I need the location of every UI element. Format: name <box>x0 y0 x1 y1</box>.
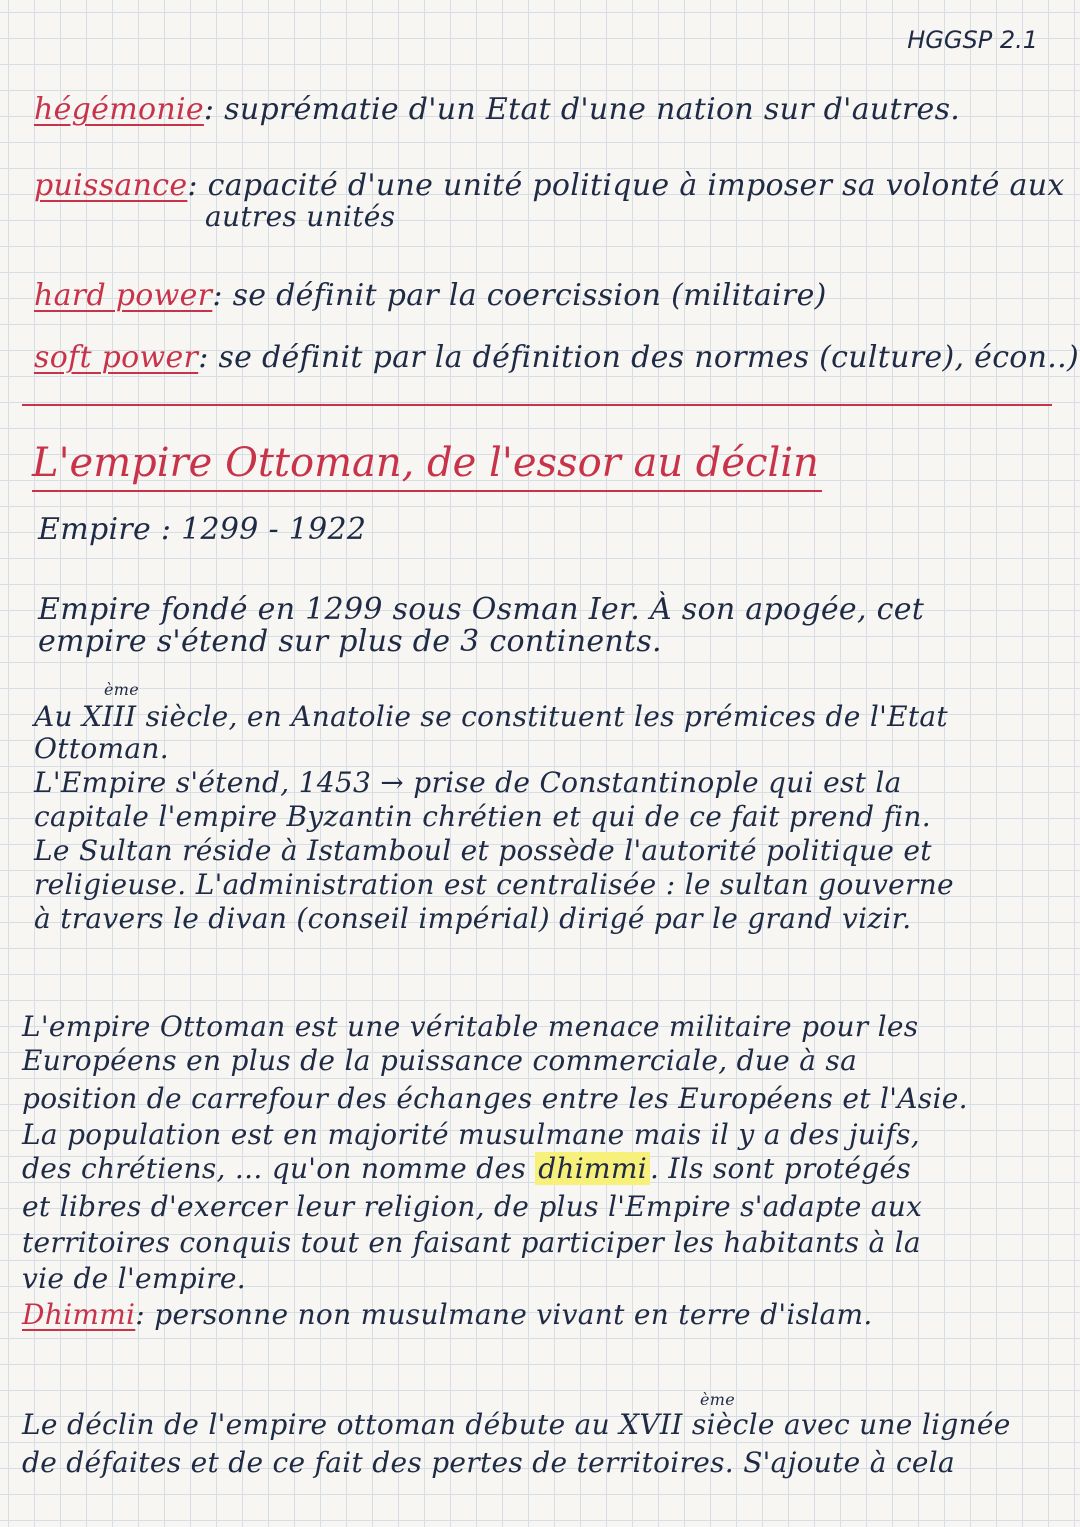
paragraph-line: à travers le divan (conseil impérial) dirigé par le grand vizir. <box>34 902 912 935</box>
highlighted-term: dhimmi <box>535 1152 650 1185</box>
paragraph-line: L'Empire s'étend, 1453 → prise de Constantinople qui est la <box>34 766 902 799</box>
definition-term: puissance <box>34 168 188 203</box>
paragraph-line: Le Sultan réside à Istamboul et possède l'autorité politique et <box>34 834 932 867</box>
definition-puissance <box>34 168 1065 203</box>
paragraph-line-dhimmi <box>22 1152 911 1185</box>
page-reference: HGGSP 2.1 <box>907 26 1038 54</box>
section-divider <box>22 404 1052 406</box>
definition-text: : suprématie d'un Etat d'une nation sur d'autres. <box>203 92 961 127</box>
definition-text: : capacité d'une unité politique à imposer sa volonté aux <box>187 168 1065 203</box>
definition-continuation: autres unités <box>205 200 396 233</box>
definition-hard-power <box>34 278 827 313</box>
paragraph-line: Au XIII siècle, en Anatolie se constituent les prémices de l'Etat <box>34 700 948 733</box>
definition-term: soft power <box>34 340 199 375</box>
definition-dhimmi <box>22 1298 873 1331</box>
superscript: ème <box>700 1390 736 1409</box>
definition-term: Dhimmi <box>22 1298 136 1331</box>
paragraph-line: territoires conquis tout en faisant participer les habitants à la <box>22 1226 921 1259</box>
paragraph-line: vie de l'empire. <box>22 1262 246 1295</box>
paragraph-line: de défaites et de ce fait des pertes de territoires. S'ajoute à cela <box>22 1446 956 1479</box>
paragraph-line: Européens en plus de la puissance commerciale, due à sa <box>22 1044 858 1077</box>
paragraph-fragment: . Ils sont protégés <box>649 1152 912 1185</box>
section-title: L'empire Ottoman, de l'essor au déclin <box>32 440 822 492</box>
superscript: ème <box>104 680 140 699</box>
paragraph-line: Empire fondé en 1299 sous Osman Ier. À son apogée, cet <box>38 592 925 627</box>
paragraph-line: et libres d'exercer leur religion, de plus l'Empire s'adapte aux <box>22 1190 923 1223</box>
paragraph-line: Ottoman. <box>34 732 169 765</box>
definition-term: hard power <box>34 278 213 313</box>
paragraph-line: L'empire Ottoman est une véritable menace militaire pour les <box>22 1010 919 1043</box>
paragraph-line: position de carrefour des échanges entre les Européens et l'Asie. <box>22 1082 968 1115</box>
definition-text: : se définit par la définition des normes (culture), écon..) <box>198 340 1079 375</box>
paragraph-line: empire s'étend sur plus de 3 continents. <box>38 624 662 659</box>
paragraph-fragment: des chrétiens, ... qu'on nomme des <box>22 1152 526 1185</box>
paragraph-line: religieuse. L'administration est centralisée : le sultan gouverne <box>34 868 954 901</box>
definition-text: : personne non musulmane vivant en terre d'islam. <box>135 1298 873 1331</box>
paragraph-line: La population est en majorité musulmane mais il y a des juifs, <box>22 1118 920 1151</box>
empire-dates: Empire : 1299 - 1922 <box>38 512 367 547</box>
paragraph-line: capitale l'empire Byzantin chrétien et qui de ce fait prend fin. <box>34 800 931 833</box>
definition-text: : se définit par la coercission (militaire) <box>212 278 827 313</box>
definition-term: hégémonie <box>34 92 204 127</box>
definition-hegemonie <box>34 92 960 127</box>
paragraph-line: Le déclin de l'empire ottoman débute au XVII siècle avec une lignée <box>22 1408 1011 1441</box>
definition-soft-power <box>34 340 1079 375</box>
